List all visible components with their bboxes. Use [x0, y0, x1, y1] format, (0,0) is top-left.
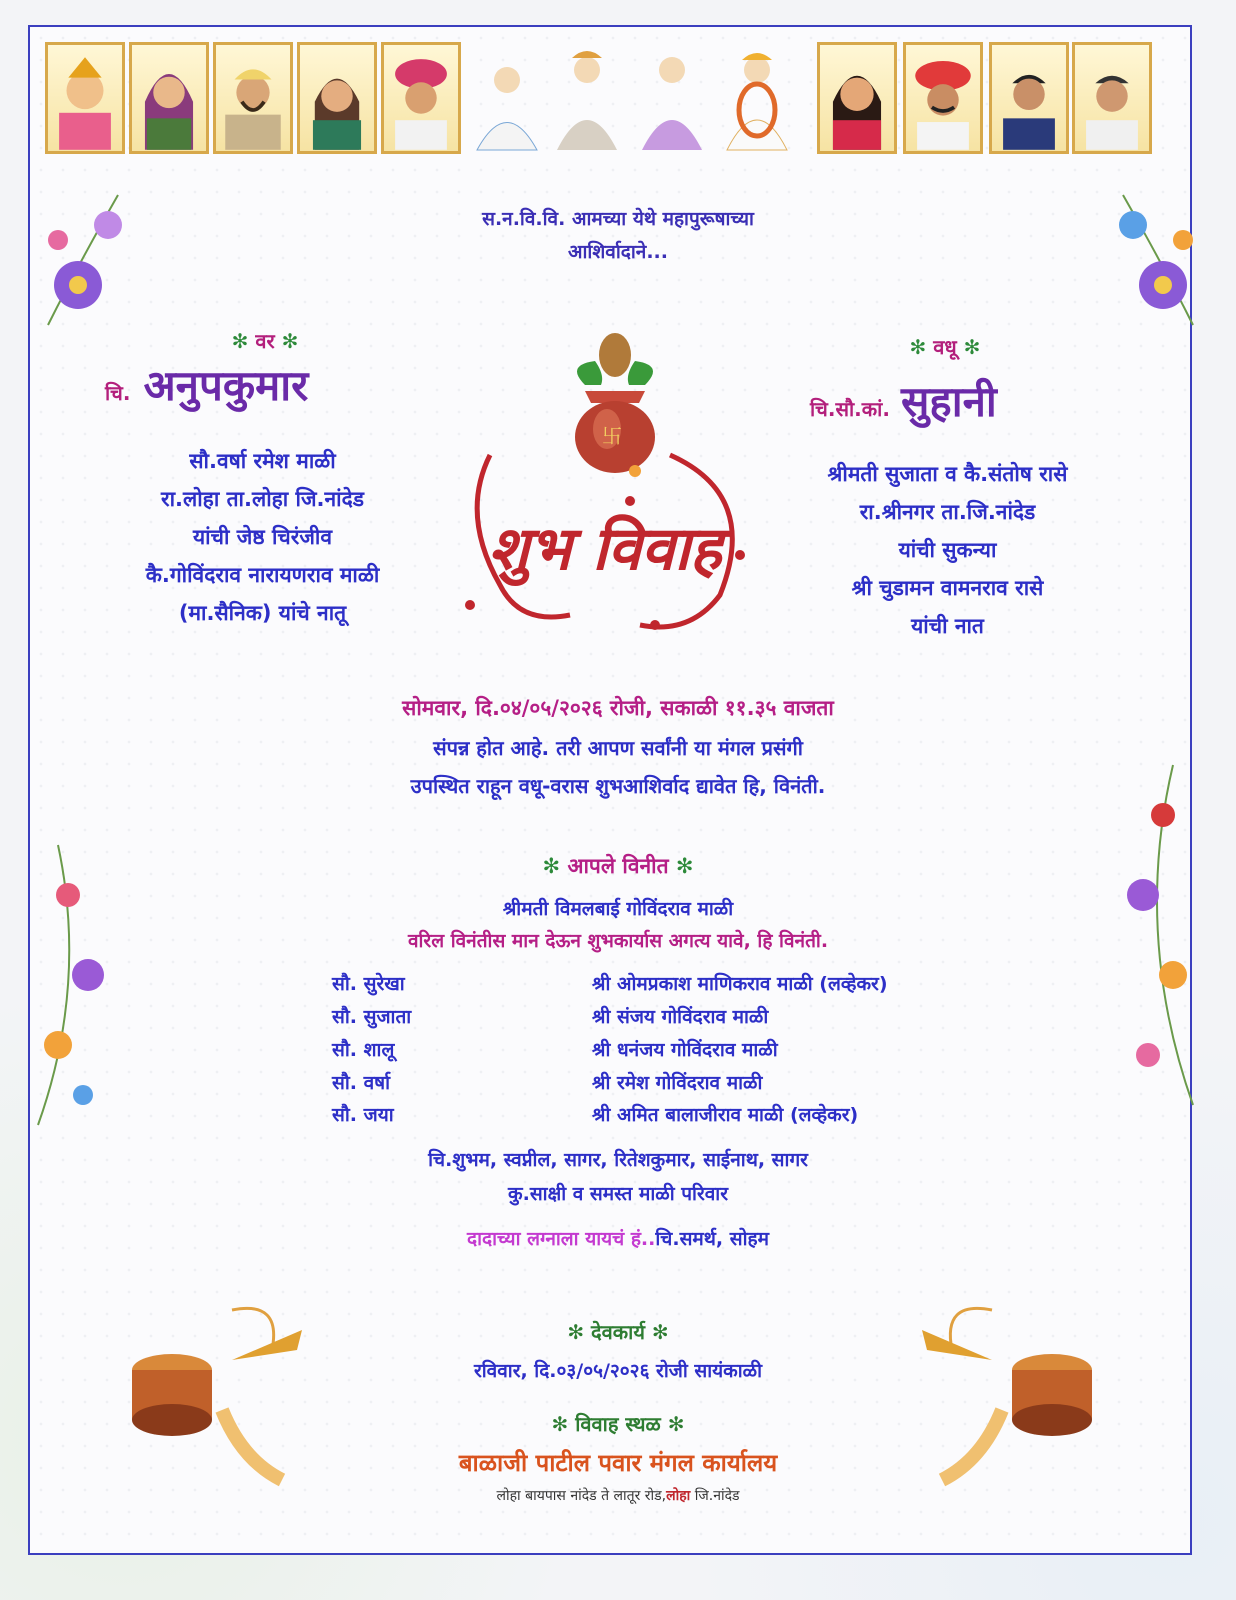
portrait-3: [213, 42, 293, 154]
vinit-right-2: श्री संजय गोविंदराव माळी: [592, 1006, 769, 1028]
invite-names: चि.समर्थ, सोहम: [655, 1228, 769, 1250]
groom-line-2: रा.लोहा ता.लोहा जि.नांदेड: [160, 487, 365, 511]
devkarya-heading: ✻ देवकार्य ✻: [567, 1320, 669, 1344]
flower-decoration-left: [28, 835, 128, 1139]
groom-line-1: सौ.वर्षा रमेश माळी: [189, 449, 336, 473]
bride-line-2: रा.श्रीनगर ता.जि.नांदेड: [859, 500, 1036, 524]
blessing-line-1: स.न.वि.वि. आमच्या येथे महापुरूषाच्या: [482, 208, 754, 230]
bride-line-4: श्री चुडामन वामनराव रासे: [851, 576, 1044, 600]
bride-prefix: चि.सौ.कां.: [810, 397, 890, 421]
groom-heading: ✻ वर ✻: [231, 329, 299, 353]
venue-heading: ✻ विवाह स्थळ ✻: [551, 1412, 685, 1436]
venue-address: लोहा बायपास नांदेड ते लातूर रोड,लोहा जि.नांदेड: [496, 1488, 740, 1504]
portrait-1: [45, 42, 125, 154]
bride-name: सुहानी: [901, 377, 997, 426]
shubh-vivah-text: शुभ विवाह: [488, 514, 722, 584]
groom-name-line: [105, 356, 435, 416]
vinit-left-1: सौ. सुरेखा: [332, 973, 405, 995]
bride-heading: ✻ वधू ✻: [909, 335, 981, 359]
vinit-right-3: श्री धनंजय गोविंदराव माळी: [592, 1039, 778, 1061]
muhurat-datetime: सोमवार, दि.०४/०५/२०२६ रोजी, सकाळी ११.३५ वाजता: [402, 696, 834, 720]
portrait-8: [989, 42, 1069, 154]
groom-line-5: (मा.सैनिक) यांचे नातू: [178, 601, 347, 625]
blessing-line-2: आशिर्वादाने...: [568, 241, 668, 263]
dhol-tutari-decoration-right: [912, 1290, 1112, 1494]
svg-text:卐: 卐: [602, 424, 622, 448]
portrait-7: [903, 42, 983, 154]
muhurat-line-2: संपन्न होत आहे. तरी आपण सर्वांनी या मंगल प्रसंगी: [433, 736, 803, 760]
dhol-tutari-decoration-left: [112, 1290, 312, 1494]
groom-prefix: चि.: [105, 381, 131, 405]
vinit-left-5: सौ. जया: [332, 1104, 394, 1126]
portrait-2: [129, 42, 209, 154]
portrait-4: [297, 42, 377, 154]
kids-line-2: कु.साक्षी व समस्त माळी परिवार: [508, 1183, 728, 1205]
vinit-right-5: श्री अमित बालाजीराव माळी (लव्हेकर): [592, 1104, 859, 1126]
groom-name: अनुपकुमार: [143, 361, 309, 410]
vinit-right-4: श्री रमेश गोविंदराव माळी: [592, 1072, 763, 1094]
flower-decoration-top-left: [38, 185, 148, 339]
bride-line-3: यांची सुकन्या: [898, 538, 997, 562]
portrait-5: [381, 42, 461, 154]
muhurat-line-3: उपस्थित राहून वधू-वरास शुभआशिर्वाद द्यावेत हि, विनंती.: [410, 774, 826, 798]
invite-line: [250, 1225, 986, 1251]
bride-line-5: यांची नात: [911, 614, 984, 638]
vinit-left-4: सौ. वर्षा: [332, 1072, 391, 1094]
vinit-left-3: सौ. शालू: [332, 1039, 395, 1061]
vinit-heading: ✻ आपले विनीत ✻: [542, 854, 694, 878]
venue-name: बाळाजी पाटील पवार मंगल कार्यालय: [458, 1449, 778, 1477]
vinit-right-1: श्री ओमप्रकाश माणिकराव माळी (लव्हेकर): [592, 973, 888, 995]
saints-illustration: [467, 40, 802, 158]
flower-decoration-top-right: [1093, 185, 1203, 339]
vinit-name: श्रीमती विमलबाई गोविंदराव माळी: [502, 898, 734, 920]
groom-details: [90, 442, 435, 632]
vinit-left-2: सौ. सुजाता: [332, 1006, 412, 1028]
kids-line-1: चि.शुभम, स्वप्नील, सागर, रितेशकुमार, साईनाथ, सागर: [428, 1149, 808, 1171]
portrait-9: [1072, 42, 1152, 154]
bride-line-1: श्रीमती सुजाता व कै.संतोष रासे: [827, 462, 1068, 486]
devkarya-datetime: रविवार, दि.०३/०५/२०२६ रोजी सायंकाळी: [473, 1360, 763, 1382]
vinit-request: वरिल विनंतीस मान देऊन शुभकार्यास अगत्य यावे, हि विनंती.: [407, 930, 829, 952]
bride-name-line: [810, 372, 1140, 432]
flower-decoration-right: [1093, 755, 1203, 1119]
bride-details: [775, 455, 1120, 645]
groom-line-3: यांची जेष्ठ चिरंजीव: [192, 525, 333, 549]
portrait-6: [817, 42, 897, 154]
groom-line-4: कै.गोविंदराव नारायणराव माळी: [145, 563, 380, 587]
invite-prefix: दादाच्या लग्नाला यायचं हं..: [467, 1228, 656, 1250]
